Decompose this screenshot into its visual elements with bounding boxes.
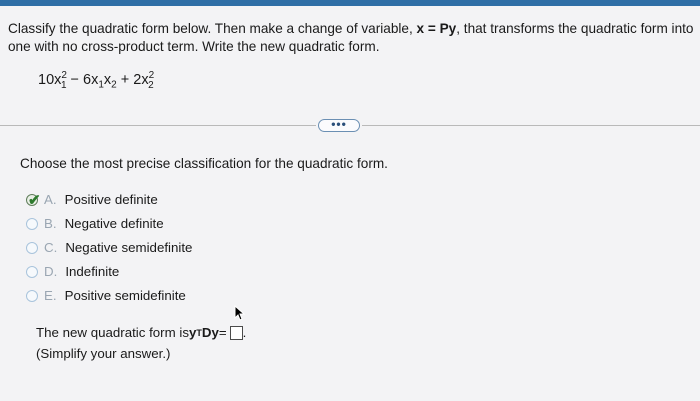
quadratic-form-expression (38, 66, 154, 96)
term2: − 6x (66, 71, 99, 88)
option-a[interactable] (26, 192, 158, 207)
classification-prompt: Choose the most precise classification for the quadratic form. (20, 156, 388, 171)
option-c[interactable] (26, 240, 192, 255)
question-part2: , that transforms the quadratic form into one with no cross-product term. Write the new quadratic form. (8, 21, 694, 54)
term1: 10x (38, 71, 62, 88)
term3-subscript: 2 (148, 79, 154, 91)
term2-subscript2: 2 (111, 79, 117, 91)
term2-x: x (103, 71, 112, 88)
option-letter: E. (44, 288, 57, 303)
change-of-variable: x = Py (416, 21, 457, 36)
divider (0, 125, 316, 126)
option-b[interactable] (26, 216, 164, 231)
term1-subscript: 1 (60, 79, 67, 91)
answer-suffix: . (242, 325, 247, 340)
radio-option-d[interactable] (26, 266, 38, 278)
term2-subscript1: 1 (98, 79, 104, 91)
answer-equals: = (218, 325, 227, 340)
radio-option-c[interactable] (26, 242, 38, 254)
term3: + 2x (116, 71, 149, 88)
radio-option-b[interactable] (26, 218, 38, 230)
answer-input-box[interactable] (230, 326, 243, 340)
term1-exponent: 2 (61, 70, 67, 81)
term3-exponent: 2 (148, 70, 155, 81)
mouse-cursor-icon (234, 305, 246, 321)
question-part1: Classify the quadratic form below. Then make a change of variable, (8, 21, 417, 36)
option-letter: B. (44, 216, 57, 231)
option-letter: C. (44, 240, 58, 255)
option-label: Positive semidefinite (64, 288, 186, 303)
radio-option-e[interactable] (26, 290, 38, 302)
radio-option-a[interactable] (26, 191, 41, 209)
answer-y: y (188, 325, 197, 340)
option-letter: D. (44, 264, 58, 279)
more-dots-icon: ••• (331, 116, 347, 131)
answer-transpose: T (196, 327, 202, 338)
option-label: Negative definite (64, 216, 164, 231)
simplify-hint: (Simplify your answer.) (36, 346, 171, 361)
checkmark-icon: ✔ (28, 191, 41, 209)
top-accent-bar (0, 0, 700, 6)
option-label: Negative semidefinite (65, 240, 193, 255)
answer-prefix: The new quadratic form is (36, 325, 189, 340)
new-quadratic-form-line (36, 325, 246, 340)
expand-more-button[interactable] (318, 116, 360, 132)
question-text (8, 20, 696, 56)
option-letter: A. (44, 192, 57, 207)
option-label: Indefinite (65, 264, 120, 279)
divider (362, 125, 700, 126)
option-d[interactable] (26, 264, 119, 279)
option-e[interactable] (26, 288, 186, 303)
option-label: Positive definite (64, 192, 158, 207)
answer-dy: Dy (201, 325, 219, 340)
